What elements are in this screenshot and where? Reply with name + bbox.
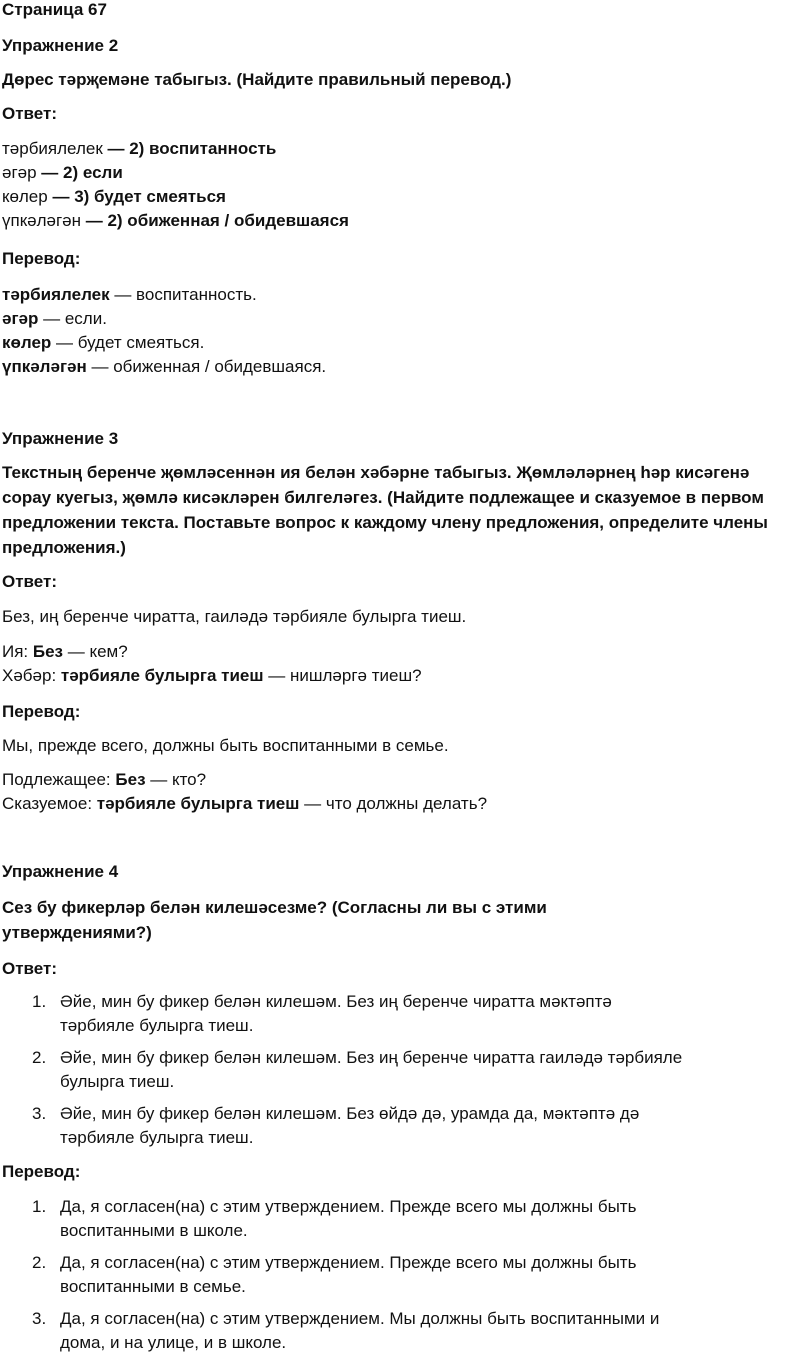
answer-word: үпкәләгән (2, 211, 82, 230)
subject-label: Ия: (2, 642, 33, 661)
list-text-line-1: Да, я согласен(на) с этим утверждением. Прежде всего мы должны быть (60, 1197, 637, 1216)
exercise-3-translation-label: Перевод: (2, 702, 81, 721)
translation-word: әгәр (2, 309, 39, 328)
list-item (2, 1046, 798, 1102)
answer-dash: — (47, 187, 75, 206)
answer-dash: — (102, 139, 130, 158)
list-text-line-2: тәрбияле булырга тиеш. (60, 1016, 254, 1035)
answer-choice: 2) обиженная / обидевшаяся (107, 211, 349, 230)
list-text-line-2: дома, и на улице, и в школе. (60, 1333, 287, 1352)
list-text-line-1: Да, я согласен(на) с этим утверждением. Прежде всего мы должны быть (60, 1253, 637, 1272)
answer-dash: — (36, 163, 64, 182)
translation-text: — если. (38, 309, 107, 328)
translation-line (2, 283, 798, 307)
exercise-2-title: Упражнение 2 (2, 36, 119, 55)
list-number: 3. (32, 1309, 47, 1328)
translation-word: көлер (2, 333, 52, 352)
list-number: 1. (32, 992, 47, 1011)
list-text-line-2: тәрбияле булырга тиеш. (60, 1128, 254, 1147)
exercise-3-parts (2, 640, 798, 688)
exercise-4-translations (2, 1195, 798, 1363)
exercise-4-answers (2, 990, 798, 1158)
predicate-question: — нишләргә тиеш? (263, 666, 422, 685)
exercise-2-translations (2, 283, 798, 379)
exercise-3-translation: Мы, прежде всего, должны быть воспитанными в семье. (2, 736, 449, 755)
answer-choice: 3) будет смеяться (74, 187, 226, 206)
list-item (2, 1195, 798, 1251)
subject-line (2, 640, 798, 664)
page-title: Страница 67 (2, 0, 107, 19)
exercise-4-title: Упражнение 4 (2, 862, 119, 881)
exercise-4-translation-label: Перевод: (2, 1162, 81, 1181)
subject-line (2, 768, 798, 792)
list-item (2, 1251, 798, 1307)
list-item (2, 1102, 798, 1158)
predicate-question: — что должны делать? (299, 794, 488, 813)
exercise-3-sentence: Без, иң беренче чиратта, гаиләдә тәрбияле булырга тиеш. (2, 607, 467, 626)
subject-value: Без (115, 770, 146, 789)
exercise-3-task: Текстның беренче җөмләсеннән ия белән хәбәрне табыгыз. Җөмләләрнең һәр кисәгенә сорау куегыз, җөмлә кисәкләрен билгеләгез. (Найдите подлежащее и сказуемое в первом предложении текста. Поставьте вопрос к каждому члену предложения, определите члены предложения.) (2, 463, 768, 557)
list-text-line-1: Әйе, мин бу фикер белән килешәм. Без өйдә дә, урамда да, мәктәптә дә (60, 1104, 640, 1123)
list-text-line-1: Әйе, мин бу фикер белән килешәм. Без иң беренче чиратта мәктәптә (60, 992, 612, 1011)
answer-line (2, 185, 798, 209)
translation-text: — обиженная / обидевшаяся. (86, 357, 327, 376)
exercise-3-answer-label: Ответ: (2, 572, 57, 591)
predicate-label: Хәбәр: (2, 666, 61, 685)
list-item (2, 990, 798, 1046)
answer-line (2, 137, 798, 161)
predicate-label: Сказуемое: (2, 794, 97, 813)
exercise-2-answer-label: Ответ: (2, 104, 57, 123)
answer-choice: 2) если (63, 163, 123, 182)
exercise-2-task: Дөрес тәрҗемәне табыгыз. (Найдите правильный перевод.) (2, 70, 512, 89)
list-number: 2. (32, 1048, 47, 1067)
subject-question: — кто? (145, 770, 207, 789)
predicate-value: тәрбияле булырга тиеш (60, 666, 264, 685)
translation-word: үпкәләгән (2, 357, 87, 376)
list-number: 3. (32, 1104, 47, 1123)
list-text-line-1: Да, я согласен(на) с этим утверждением. Мы должны быть воспитанными и (60, 1309, 660, 1328)
answer-line (2, 161, 798, 185)
answer-dash: — (81, 211, 108, 230)
answer-word: көлер (2, 187, 48, 206)
translation-line (2, 307, 798, 331)
translation-text: — воспитанность. (109, 285, 257, 304)
translation-line (2, 331, 798, 355)
list-number: 1. (32, 1197, 47, 1216)
subject-label: Подлежащее: (2, 770, 116, 789)
exercise-4-answer-label: Ответ: (2, 959, 57, 978)
list-number: 2. (32, 1253, 47, 1272)
list-text-line-2: булырга тиеш. (60, 1072, 175, 1091)
predicate-line (2, 664, 798, 688)
exercise-2-translation-label: Перевод: (2, 249, 81, 268)
answer-word: әгәр (2, 163, 37, 182)
predicate-value: тәрбияле булырга тиеш (96, 794, 300, 813)
translation-line (2, 355, 798, 379)
list-text-line-2: воспитанными в семье. (60, 1277, 246, 1296)
list-text-line-2: воспитанными в школе. (60, 1221, 248, 1240)
exercise-2-answers (2, 137, 798, 233)
list-text-line-1: Әйе, мин бу фикер белән килешәм. Без иң беренче чиратта гаиләдә тәрбияле (60, 1048, 683, 1067)
answer-line (2, 209, 798, 233)
predicate-line (2, 792, 798, 816)
subject-value: Без (32, 642, 63, 661)
exercise-4-task: Сез бу фикерләр белән килешәсезме? (Согласны ли вы с этими утверждениями?) (2, 898, 547, 942)
translation-text: — будет смеяться. (51, 333, 205, 352)
list-item (2, 1307, 798, 1363)
exercise-3-translation-parts (2, 768, 798, 816)
translation-word: тәрбиялелек (2, 285, 110, 304)
exercise-3-title: Упражнение 3 (2, 429, 119, 448)
subject-question: — кем? (63, 642, 128, 661)
answer-choice: 2) воспитанность (129, 139, 277, 158)
answer-word: тәрбиялелек (2, 139, 103, 158)
